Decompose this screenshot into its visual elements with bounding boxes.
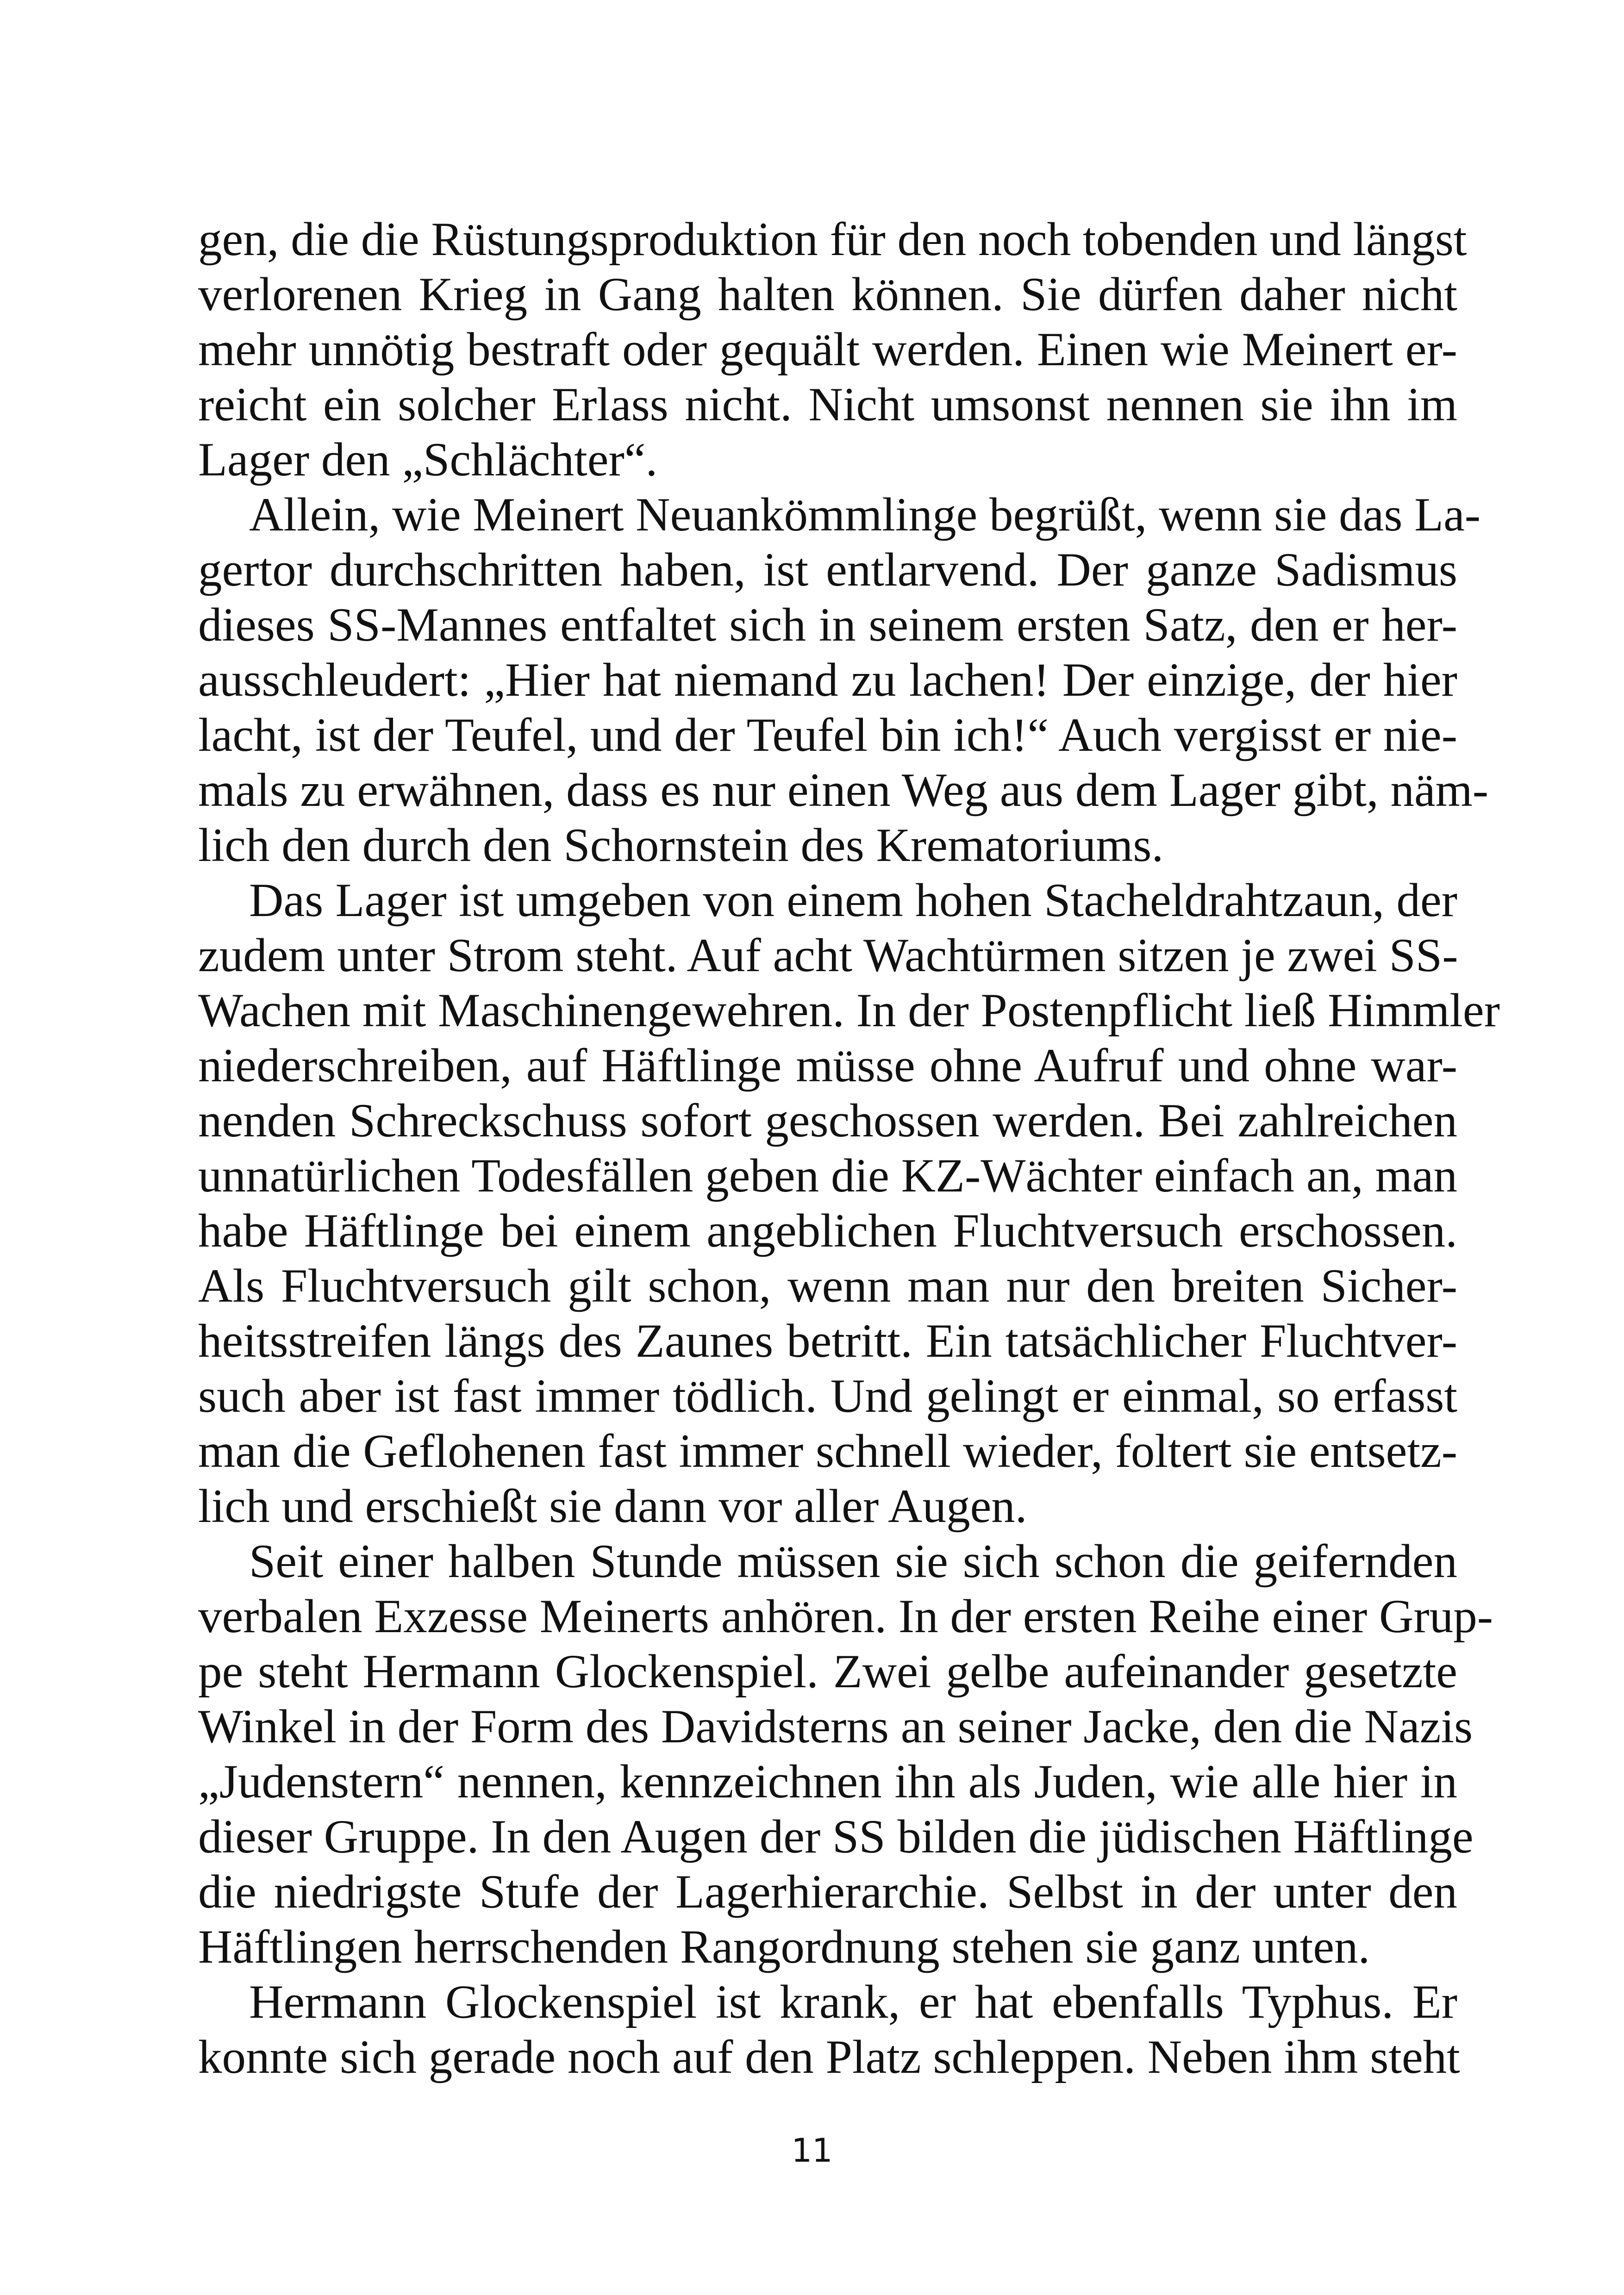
text-line: Als Fluchtversuch gilt schon, wenn man nur den breiten Sicher- [198,1260,1457,1312]
text-line: ausschleudert: „Hier hat niemand zu lachen! Der einzige, der hier [198,654,1457,706]
text-line: dieser Gruppe. In den Augen der SS bilden die jüdischen Häftlinge [198,1810,1474,1863]
text-line: lich den durch den Schornstein des Krematoriums. [198,819,1164,872]
text-line: man die Geflohenen fast immer schnell wieder, foltert sie entsetz- [198,1425,1457,1478]
text-line: Wachen mit Maschinengewehren. In der Postenpflicht ließ Himmler [198,984,1500,1037]
text-line: dieses SS-Mannes entfaltet sich in seinem ersten Satz, den er her- [198,599,1457,651]
paragraph-first-line: Das Lager ist umgeben von einem hohen Stacheldrahtzaun, der [249,874,1457,927]
text-line: such aber ist fast immer tödlich. Und gelingt er einmal, so erfasst [198,1370,1457,1422]
text-line: reicht ein solcher Erlass nicht. Nicht umsonst nennen sie ihn im [198,378,1457,431]
text-line: habe Häftlinge bei einem angeblichen Fluchtversuch erschossen. [198,1204,1457,1257]
text-line: pe steht Hermann Glockenspiel. Zwei gelbe aufeinander gesetzte [198,1645,1457,1698]
text-line: verlorenen Krieg in Gang halten können. Sie dürfen daher nicht [198,268,1457,321]
text-line: verbalen Exzesse Meinerts anhören. In der ersten Reihe einer Grup- [198,1590,1493,1643]
paragraph-first-line: Hermann Glockenspiel ist krank, er hat ebenfalls Typhus. Er [249,1976,1457,2028]
paragraph-first-line: Seit einer halben Stunde müssen sie sich schon die geifernden [249,1535,1457,1588]
text-line: lich und erschießt sie dann vor aller Augen. [198,1480,1027,1533]
text-line: mals zu erwähnen, dass es nur einen Weg aus dem Lager gibt, näm- [198,764,1489,817]
text-line: „Judenstern“ nennen, kennzeichnen ihn als Juden, wie alle hier in [198,1755,1457,1808]
text-line: konnte sich gerade noch auf den Platz schleppen. Neben ihm steht [198,2031,1460,2083]
text-line: gertor durchschritten haben, ist entlarvend. Der ganze Sadismus [198,543,1457,596]
paragraph-first-line: Allein, wie Meinert Neuankömmlinge begrüßt, wenn sie das La- [249,488,1481,541]
text-line: lacht, ist der Teufel, und der Teufel bin ich!“ Auch vergisst er nie- [198,709,1457,761]
text-line: heitsstreifen längs des Zaunes betritt. Ein tatsächlicher Fluchtver- [198,1315,1457,1367]
body-text [198,212,1500,2085]
text-line: nenden Schreckschuss sofort geschossen werden. Bei zahlreichen [198,1094,1457,1147]
text-line: mehr unnötig bestraft oder gequält werden. Einen wie Meinert er- [198,323,1457,376]
text-line: gen, die die Rüstungsproduktion für den noch tobenden und längst [198,213,1467,266]
text-line: niederschreiben, auf Häftlinge müsse ohne Aufruf und ohne war- [198,1039,1457,1092]
text-line: Lager den „Schlächter“. [198,433,658,486]
page-number: 11 [791,2132,833,2170]
text-line: Häftlingen herrschenden Rangordnung stehen sie ganz unten. [198,1921,1370,1973]
text-line: unnatürlichen Todesfällen geben die KZ-Wächter einfach an, man [198,1149,1457,1202]
text-line: die niedrigste Stufe der Lagerhierarchie. Selbst in der unter den [198,1865,1457,1918]
text-line: Winkel in der Form des Davidsterns an seiner Jacke, den die Nazis [198,1700,1473,1753]
text-line: zudem unter Strom steht. Auf acht Wachtürmen sitzen je zwei SS- [198,929,1458,982]
